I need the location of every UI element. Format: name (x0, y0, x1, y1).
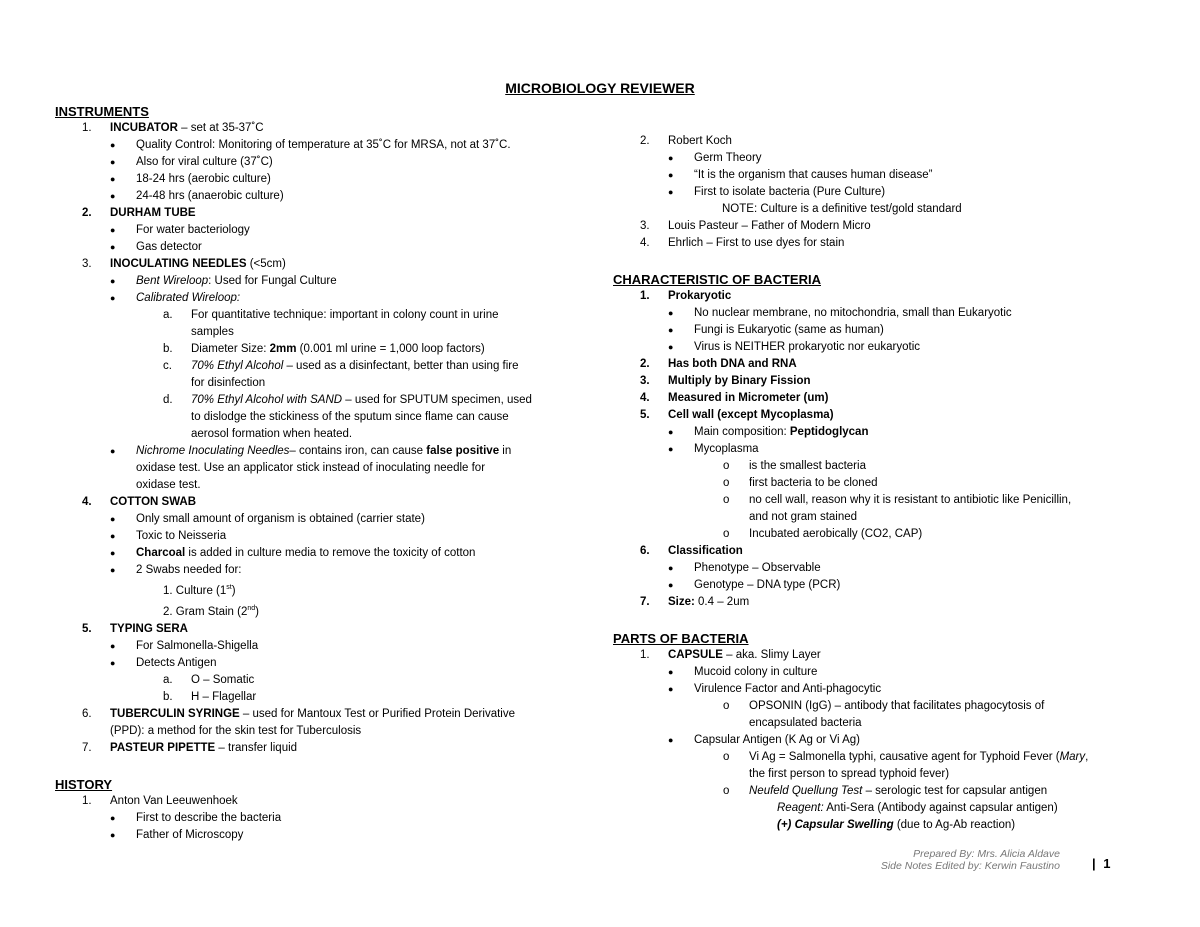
item-name: PASTEUR PIPETTE (110, 741, 216, 754)
item-name: Has both DNA and RNA (668, 358, 797, 370)
bullet-text: 18-24 hrs (aerobic culture) (136, 173, 271, 185)
bullet-text: 2 Swabs needed for: (136, 564, 242, 576)
item-letter: a. (163, 673, 173, 686)
footer-edited-by: Side Notes Edited by: Kerwin Faustino (880, 860, 1060, 872)
bullet-icon: ● (110, 293, 116, 303)
bullet-icon: ● (110, 640, 116, 651)
bullet-icon: ● (668, 444, 674, 454)
bullet-text: For Salmonella-Shigella (136, 639, 259, 652)
list-item (55, 562, 565, 579)
list-item (613, 492, 1123, 509)
item-desc: 0.4 – 2um (694, 596, 750, 608)
bullet-icon: ● (110, 446, 116, 456)
bullet-text: Phenotype – Observable (694, 562, 821, 574)
bullet-icon: ● (668, 170, 674, 180)
bullet-text: Only small amount of organism is obtained (carrier state) (136, 513, 425, 525)
item-letter: a. (163, 309, 173, 321)
right-column (613, 133, 1123, 834)
item-number: 5. (640, 409, 650, 421)
continuation-text: oxidase test. (136, 479, 201, 491)
item-text: is the smallest bacteria (749, 460, 866, 472)
item-number: 4. (82, 496, 92, 508)
bullet-text: in (499, 445, 512, 457)
sub-item-text: ) (231, 584, 236, 597)
item-text: Incubated aerobically (CO2, CAP) (749, 528, 923, 540)
item-text: no cell wall, reason why it is resistant to antibiotic like Penicillin, (749, 494, 1072, 506)
bullet-icon: ● (110, 548, 116, 558)
list-item (613, 475, 1123, 492)
item-number: 3. (82, 258, 92, 270)
bullet-text: For water bacteriology (136, 224, 250, 236)
bullet-text: “It is the organism that causes human disease” (694, 169, 933, 181)
bullet-icon: ● (110, 829, 116, 840)
list-item (55, 655, 565, 672)
bullet-icon: ● (110, 276, 116, 286)
list-item (613, 339, 1123, 356)
sub-item (55, 579, 565, 600)
continuation-text: oxidase test. Use an applicator stick instead of inoculating needle for (136, 462, 486, 474)
list-item (613, 749, 1123, 766)
item-number: 3. (640, 220, 650, 232)
item-number: 4. (640, 392, 650, 404)
bullet-icon: ● (110, 157, 116, 167)
list-item (55, 154, 565, 171)
list-item (613, 577, 1123, 594)
list-item (613, 356, 1123, 373)
item-number: 5. (82, 622, 92, 635)
list-item (613, 150, 1123, 167)
bullet-icon: ● (110, 514, 116, 524)
bullet-text: Main composition: (694, 426, 790, 438)
list-item (613, 647, 1123, 664)
list-item (55, 827, 565, 844)
item-text: Louis Pasteur – Father of Modern Micro (668, 220, 871, 232)
list-item (55, 810, 565, 827)
list-item (55, 511, 565, 528)
footer-credits (881, 848, 1060, 872)
list-item (613, 288, 1123, 305)
circle-bullet-icon: o (723, 460, 730, 472)
bullet-text: Detects Antigen (136, 656, 217, 669)
list-item (613, 441, 1123, 458)
sub-item-text: 2. Gram Stain (2 (163, 605, 248, 618)
continuation-text: samples (191, 326, 234, 338)
item-italic: Mary (1059, 751, 1086, 763)
bullet-text: Toxic to Neisseria (136, 530, 227, 542)
item-letter: b. (163, 690, 173, 703)
list-item (613, 305, 1123, 322)
item-desc: – transfer liquid (215, 741, 298, 754)
item-number: 1. (82, 794, 92, 807)
item-number: 4. (640, 237, 650, 249)
continuation-text: encapsulated bacteria (749, 717, 862, 729)
section-heading-history: HISTORY (55, 776, 113, 792)
spacer (613, 611, 1123, 628)
list-item (55, 358, 565, 375)
item-name: Robert Koch (668, 135, 732, 147)
item-number: 2. (82, 207, 92, 219)
list-item (55, 137, 565, 154)
list-item (613, 560, 1123, 577)
item-name: INCUBATOR (110, 122, 178, 134)
item-number: 1. (640, 649, 650, 661)
bullet-icon: ● (110, 140, 116, 150)
bullet-text: First to describe the bacteria (136, 811, 282, 824)
bullet-text: First to isolate bacteria (Pure Culture) (694, 186, 886, 198)
list-item (613, 783, 1123, 800)
bullet-icon: ● (668, 342, 674, 352)
swelling-text: (due to Ag-Ab reaction) (893, 819, 1016, 831)
item-text: first bacteria to be cloned (749, 477, 878, 489)
item-italic: 70% Ethyl Alcohol with SAND (191, 394, 343, 406)
item-name: Size: (668, 596, 695, 608)
item-text: , (1085, 751, 1089, 763)
bullet-icon: ● (668, 325, 674, 335)
bullet-text: Genotype – DNA type (PCR) (694, 579, 841, 591)
list-item (55, 341, 565, 358)
item-italic: Neufeld Quellung Test (749, 785, 863, 797)
list-item (613, 167, 1123, 184)
bullet-text: Germ Theory (694, 152, 762, 164)
bullet-text: Also for viral culture (37˚C) (136, 156, 273, 168)
bullet-icon: ● (668, 667, 674, 677)
list-item (55, 205, 565, 222)
bullet-text: Father of Microscopy (136, 828, 244, 841)
list-item (55, 171, 565, 188)
item-text: – used for SPUTUM specimen, used (342, 394, 532, 406)
bullet-italic: Nichrome Inoculating Needles (136, 445, 290, 457)
list-item (55, 545, 565, 562)
bullet-text: is added in culture media to remove the toxicity of cotton (185, 547, 476, 559)
bullet-bold: Charcoal (136, 547, 186, 559)
circle-bullet-icon: o (723, 751, 730, 763)
item-letter: d. (163, 394, 173, 406)
bullet-icon: ● (110, 657, 116, 668)
list-item (613, 390, 1123, 407)
item-text: Diameter Size: (191, 343, 270, 355)
list-item (55, 256, 565, 273)
bullet-icon: ● (110, 531, 116, 541)
bullet-italic: Calibrated Wireloop: (136, 292, 241, 304)
list-item (55, 120, 565, 137)
list-item (55, 273, 565, 290)
item-italic: 70% Ethyl Alcohol (191, 360, 284, 372)
bullet-icon: ● (668, 308, 674, 318)
list-item (55, 638, 565, 655)
item-text: Ehrlich – First to use dyes for stain (668, 237, 845, 249)
circle-bullet-icon: o (723, 494, 730, 506)
list-item (613, 373, 1123, 390)
item-name: Measured in Micrometer (um) (668, 392, 829, 404)
list-item (55, 740, 565, 757)
list-item (55, 793, 565, 810)
item-letter: b. (163, 343, 173, 355)
item-text: O – Somatic (191, 673, 255, 686)
item-number: 6. (82, 707, 92, 720)
item-text: Vi Ag = Salmonella typhi, causative agent for Typhoid Fever ( (749, 751, 1060, 763)
list-item (55, 621, 565, 638)
bullet-text: No nuclear membrane, no mitochondria, small than Eukaryotic (694, 307, 1012, 319)
continuation-text: (PPD): a method for the skin test for Tuberculosis (110, 724, 362, 737)
bullet-italic: Bent Wireloop (136, 275, 209, 287)
list-item (613, 218, 1123, 235)
item-number: 7. (640, 596, 650, 608)
list-item (55, 290, 565, 307)
item-desc: – used for Mantoux Test or Purified Protein Derivative (239, 707, 515, 720)
list-item (55, 239, 565, 256)
list-item (613, 133, 1123, 150)
item-text: – serologic test for capsular antigen (862, 785, 1048, 797)
swelling-label: (+) Capsular Swelling (777, 819, 894, 831)
page-number: | 1 (1092, 856, 1113, 871)
reagent-line (613, 800, 1123, 817)
list-item (55, 672, 565, 689)
item-desc: (<5cm) (246, 258, 286, 270)
bullet-text: Fungi is Eukaryotic (same as human) (694, 324, 884, 336)
bullet-icon: ● (110, 191, 116, 201)
reagent-label: Reagent: (777, 802, 824, 814)
section-heading-parts: PARTS OF BACTERIA (613, 631, 749, 646)
bullet-text: Virus is NEITHER prokaryotic nor eukaryotic (694, 341, 921, 353)
bullet-text: Mucoid colony in culture (694, 666, 818, 678)
bullet-text: – contains iron, can cause (289, 445, 427, 457)
item-name: Multiply by Binary Fission (668, 375, 811, 387)
bullet-icon: ● (110, 242, 116, 252)
bullet-icon: ● (110, 565, 116, 575)
item-text: For quantitative technique: important in colony count in urine (191, 309, 499, 321)
list-item (55, 443, 565, 460)
list-item (55, 222, 565, 239)
bullet-text: Virulence Factor and Anti-phagocytic (694, 683, 882, 695)
continuation-text: for disinfection (191, 377, 266, 389)
bullet-bold: Peptidoglycan (789, 426, 869, 438)
list-item (55, 689, 565, 706)
bullet-text: Mycoplasma (694, 443, 759, 455)
list-item (55, 494, 565, 511)
continuation-text: to dislodge the stickiness of the sputum since flame can cause (191, 411, 509, 423)
list-item (613, 407, 1123, 424)
list-item (613, 184, 1123, 201)
continuation-text: and not gram stained (749, 511, 858, 523)
superscript: st (226, 584, 232, 591)
bullet-icon: ● (668, 735, 674, 745)
item-name: TYPING SERA (110, 622, 188, 635)
bullet-icon: ● (668, 153, 674, 163)
sub-item-text: 1. Culture (1 (163, 584, 227, 597)
item-text: OPSONIN (IgG) – antibody that facilitates phagocytosis of (749, 700, 1045, 712)
list-item (613, 664, 1123, 681)
list-item (613, 681, 1123, 698)
item-name: Prokaryotic (668, 290, 732, 302)
list-item (613, 698, 1123, 715)
item-name: COTTON SWAB (110, 496, 197, 508)
item-number: 6. (640, 545, 650, 557)
list-item (613, 732, 1123, 749)
item-desc: – aka. Slimy Layer (722, 649, 821, 661)
bullet-icon: ● (110, 174, 116, 184)
item-text: H – Flagellar (191, 690, 257, 703)
circle-bullet-icon: o (723, 477, 730, 489)
spacer (55, 757, 565, 774)
left-column (55, 101, 565, 844)
list-item (613, 543, 1123, 560)
continuation-text: the first person to spread typhoid fever) (749, 768, 950, 780)
item-number: 1. (640, 290, 650, 302)
item-number: 1. (82, 122, 92, 134)
item-name: DURHAM TUBE (110, 207, 196, 219)
item-text: (0.001 ml urine = 1,000 loop factors) (296, 343, 485, 355)
item-name: CAPSULE (668, 649, 723, 661)
bullet-icon: ● (668, 563, 674, 573)
list-item (613, 322, 1123, 339)
superscript: nd (247, 604, 256, 612)
list-item (613, 458, 1123, 475)
list-item (613, 526, 1123, 543)
item-name: Classification (668, 545, 743, 557)
spacer (613, 252, 1123, 269)
item-name: INOCULATING NEEDLES (110, 258, 247, 270)
circle-bullet-icon: o (723, 528, 730, 540)
item-name: Anton Van Leeuwenhoek (110, 794, 238, 807)
item-name: Cell wall (except Mycoplasma) (668, 409, 834, 421)
bullet-text: 24-48 hrs (anaerobic culture) (136, 190, 284, 202)
item-text: – used as a disinfectant, better than using fire (283, 360, 519, 372)
item-number: 2. (640, 135, 650, 147)
section-heading-instruments: INSTRUMENTS (55, 104, 149, 119)
item-number: 2. (640, 358, 650, 370)
bullet-icon: ● (668, 427, 674, 437)
swelling-line (613, 817, 1123, 834)
sub-item (55, 600, 565, 621)
section-heading-characteristic: CHARACTERISTIC OF BACTERIA (613, 272, 821, 287)
circle-bullet-icon: o (723, 785, 730, 797)
bullet-text: Quality Control: Monitoring of temperature at 35˚C for MRSA, not at 37˚C. (136, 139, 511, 151)
bullet-bold: false positive (426, 445, 500, 457)
bullet-icon: ● (668, 187, 674, 197)
list-item (613, 235, 1123, 252)
page-title: MICROBIOLOGY REVIEWER (505, 80, 695, 96)
note-text: NOTE: Culture is a definitive test/gold standard (722, 203, 962, 215)
list-item (613, 424, 1123, 441)
sub-item-text: ) (255, 605, 260, 618)
bullet-icon: ● (110, 225, 116, 235)
item-number: 7. (82, 741, 92, 754)
list-item (55, 392, 565, 409)
bullet-icon: ● (668, 684, 674, 694)
bullet-text: Capsular Antigen (K Ag or Vi Ag) (694, 734, 860, 746)
list-item (55, 528, 565, 545)
item-name: TUBERCULIN SYRINGE (110, 707, 240, 720)
item-desc: – set at 35-37˚C (177, 122, 264, 134)
list-item (613, 594, 1123, 611)
item-bold: 2mm (269, 343, 297, 355)
bullet-icon: ● (668, 580, 674, 590)
list-item (55, 307, 565, 324)
item-number: 3. (640, 375, 650, 387)
bullet-text: : Used for Fungal Culture (208, 275, 337, 287)
bullet-text: Gas detector (136, 241, 202, 253)
list-item (55, 188, 565, 205)
item-letter: c. (163, 360, 172, 372)
circle-bullet-icon: o (723, 700, 730, 712)
footer-prepared-by: Prepared By: Mrs. Alicia Aldave (913, 848, 1060, 860)
bullet-icon: ● (110, 812, 116, 823)
reagent-text: Anti-Sera (Antibody against capsular antigen) (823, 802, 1058, 814)
list-item (55, 706, 565, 723)
continuation-text: aerosol formation when heated. (191, 428, 353, 440)
